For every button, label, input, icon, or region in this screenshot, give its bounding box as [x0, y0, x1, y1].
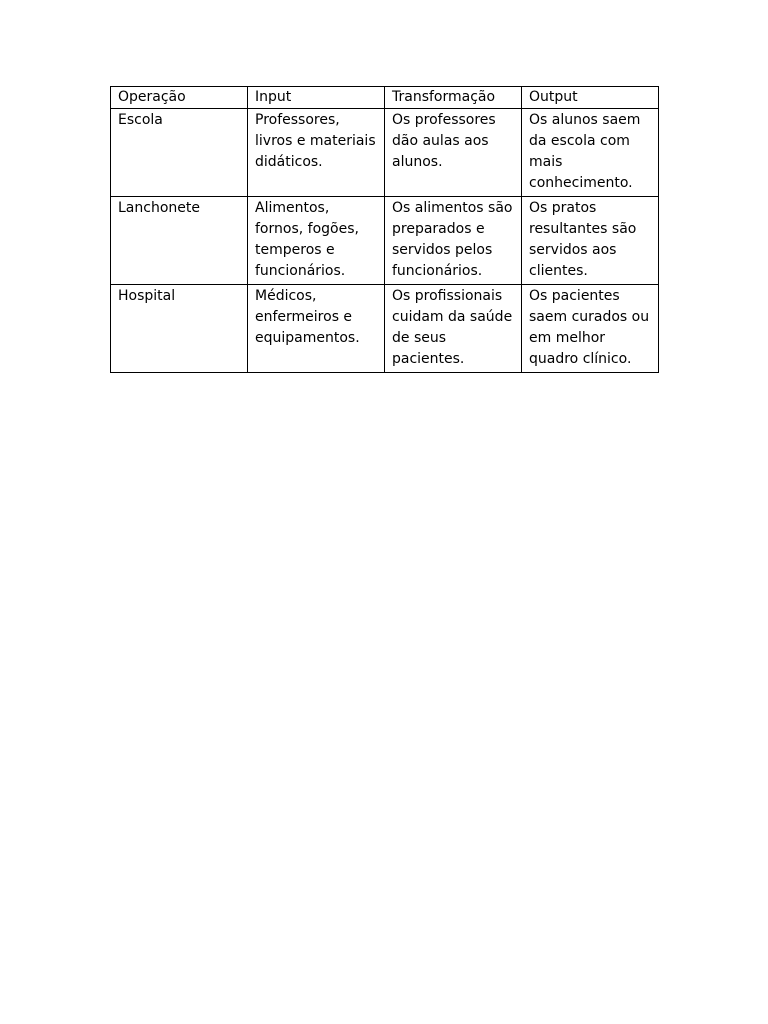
output-cell: Os alunos saem da escola com mais conhecimento.	[522, 109, 659, 197]
table-row	[111, 197, 659, 285]
header-input: Input	[248, 87, 385, 109]
table-header	[111, 87, 659, 109]
operation-cell: Hospital	[111, 285, 248, 373]
table-row	[111, 109, 659, 197]
transformation-cell: Os profissionais cuidam da saúde de seus pacientes.	[385, 285, 522, 373]
transformation-cell: Os alimentos são preparados e servidos pelos funcionários.	[385, 197, 522, 285]
output-cell: Os pratos resultantes são servidos aos clientes.	[522, 197, 659, 285]
header-output: Output	[522, 87, 659, 109]
header-transformation: Transformação	[385, 87, 522, 109]
table-row	[111, 285, 659, 373]
transformation-cell: Os professores dão aulas aos alunos.	[385, 109, 522, 197]
operations-table	[110, 86, 659, 373]
operation-cell: Escola	[111, 109, 248, 197]
input-cell: Médicos, enfermeiros e equipamentos.	[248, 285, 385, 373]
table-body	[111, 109, 659, 373]
header-operation: Operação	[111, 87, 248, 109]
input-cell: Alimentos, fornos, fogões, temperos e funcionários.	[248, 197, 385, 285]
operation-cell: Lanchonete	[111, 197, 248, 285]
input-cell: Professores, livros e materiais didáticos.	[248, 109, 385, 197]
header-row	[111, 87, 659, 109]
output-cell: Os pacientes saem curados ou em melhor quadro clínico.	[522, 285, 659, 373]
